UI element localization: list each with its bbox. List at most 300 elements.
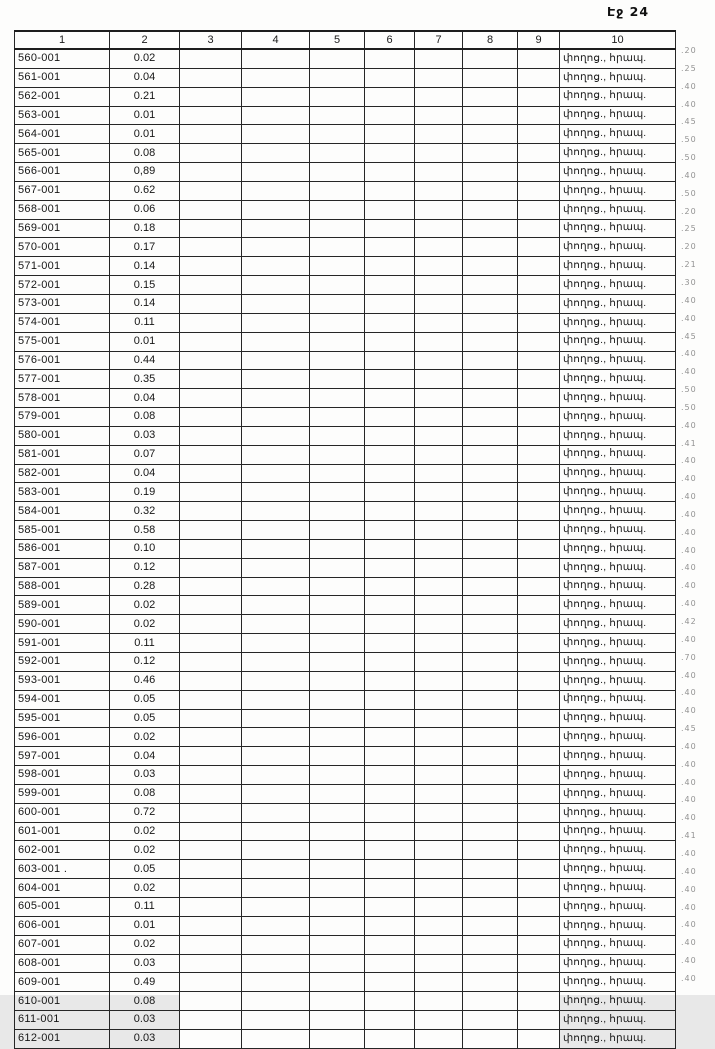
cell-empty <box>463 313 518 332</box>
cell-note: փողոց., հրապ. <box>560 445 676 464</box>
cell-empty <box>365 68 415 87</box>
cell-empty <box>365 464 415 483</box>
cell-empty <box>518 558 560 577</box>
cell-empty <box>365 332 415 351</box>
table-row <box>15 577 676 596</box>
cell-id: 583-001 <box>15 483 110 502</box>
cell-empty <box>518 728 560 747</box>
cell-empty <box>463 784 518 803</box>
cell-empty <box>180 351 242 370</box>
cell-empty <box>180 389 242 408</box>
cell-value: 0.32 <box>110 502 180 521</box>
cell-empty <box>518 596 560 615</box>
cell-empty <box>463 276 518 295</box>
cell-empty <box>518 916 560 935</box>
margin-mark: .40 <box>681 563 697 573</box>
cell-id: 568-001 <box>15 200 110 219</box>
cell-empty <box>310 294 365 313</box>
table-row <box>15 445 676 464</box>
cell-empty <box>463 332 518 351</box>
cell-empty <box>365 766 415 785</box>
cell-empty <box>463 445 518 464</box>
cell-empty <box>365 671 415 690</box>
margin-mark: .40 <box>681 920 697 930</box>
cell-empty <box>463 596 518 615</box>
cell-note: փողոց., հրապ. <box>560 897 676 916</box>
cell-empty <box>518 408 560 427</box>
cell-empty <box>365 370 415 389</box>
cell-empty <box>310 125 365 144</box>
cell-note: փողոց., հրապ. <box>560 332 676 351</box>
cell-value: 0.03 <box>110 766 180 785</box>
cell-empty <box>180 219 242 238</box>
cell-empty <box>310 841 365 860</box>
cell-empty <box>180 596 242 615</box>
cell-note: փողոց., հրապ. <box>560 294 676 313</box>
column-header: 2 <box>110 31 180 49</box>
cell-empty <box>463 219 518 238</box>
margin-mark: .40 <box>681 367 697 377</box>
cell-empty <box>365 125 415 144</box>
cell-empty <box>365 426 415 445</box>
cell-empty <box>180 276 242 295</box>
cell-id: 560-001 <box>15 49 110 68</box>
cell-empty <box>415 1011 463 1030</box>
cell-value: 0.02 <box>110 822 180 841</box>
margin-mark: .40 <box>681 545 697 555</box>
cell-note: փողոց., հրապ. <box>560 992 676 1011</box>
table-row <box>15 181 676 200</box>
cell-empty <box>415 181 463 200</box>
table-row <box>15 370 676 389</box>
cell-id: 569-001 <box>15 219 110 238</box>
cell-empty <box>365 973 415 992</box>
cell-empty <box>310 351 365 370</box>
cell-empty <box>242 841 310 860</box>
margin-mark: .30 <box>681 277 697 287</box>
cell-empty <box>365 747 415 766</box>
cell-empty <box>415 973 463 992</box>
cell-empty <box>310 992 365 1011</box>
cell-value: 0.02 <box>110 49 180 68</box>
right-margin-marks <box>681 46 713 992</box>
cell-empty <box>365 690 415 709</box>
cell-empty <box>415 125 463 144</box>
table-row <box>15 728 676 747</box>
cell-empty <box>518 653 560 672</box>
cell-empty <box>242 671 310 690</box>
margin-mark: .40 <box>681 670 697 680</box>
cell-empty <box>463 615 518 634</box>
cell-empty <box>310 634 365 653</box>
cell-note: փողոց., հրապ. <box>560 1029 676 1048</box>
table-row <box>15 784 676 803</box>
margin-mark: .20 <box>681 46 697 55</box>
cell-empty <box>180 577 242 596</box>
cell-empty <box>365 634 415 653</box>
cell-empty <box>415 106 463 125</box>
margin-mark: .70 <box>681 652 697 662</box>
table-row <box>15 483 676 502</box>
cell-empty <box>415 897 463 916</box>
cell-empty <box>242 973 310 992</box>
cell-empty <box>463 87 518 106</box>
cell-id: 589-001 <box>15 596 110 615</box>
cell-empty <box>242 879 310 898</box>
cell-empty <box>463 408 518 427</box>
cell-id: 581-001 <box>15 445 110 464</box>
cell-empty <box>365 163 415 182</box>
cell-empty <box>463 822 518 841</box>
cell-empty <box>180 897 242 916</box>
cell-empty <box>365 408 415 427</box>
cell-empty <box>180 803 242 822</box>
cell-empty <box>463 879 518 898</box>
cell-note: փողոց., հրապ. <box>560 426 676 445</box>
cell-note: փողոց., հրապ. <box>560 634 676 653</box>
cell-empty <box>463 49 518 68</box>
cell-empty <box>365 351 415 370</box>
cell-empty <box>463 389 518 408</box>
cell-empty <box>518 125 560 144</box>
cell-empty <box>415 68 463 87</box>
cell-empty <box>310 163 365 182</box>
cell-empty <box>415 483 463 502</box>
cell-value: 0.11 <box>110 313 180 332</box>
cell-empty <box>518 257 560 276</box>
cell-note: փողոց., հրապ. <box>560 181 676 200</box>
cell-empty <box>310 653 365 672</box>
cell-empty <box>310 954 365 973</box>
cell-empty <box>463 558 518 577</box>
cell-value: 0.04 <box>110 464 180 483</box>
cell-empty <box>415 200 463 219</box>
table-row <box>15 408 676 427</box>
cell-empty <box>463 860 518 879</box>
cell-value: 0.21 <box>110 87 180 106</box>
cell-empty <box>310 577 365 596</box>
cell-empty <box>310 973 365 992</box>
cell-empty <box>242 1029 310 1048</box>
table-row <box>15 822 676 841</box>
cell-empty <box>518 370 560 389</box>
cell-empty <box>242 106 310 125</box>
cell-id: 602-001 <box>15 841 110 860</box>
cell-empty <box>365 992 415 1011</box>
cell-empty <box>310 87 365 106</box>
cell-value: 0.15 <box>110 276 180 295</box>
cell-empty <box>415 521 463 540</box>
cell-empty <box>242 294 310 313</box>
cell-empty <box>310 879 365 898</box>
cell-id: 566-001 <box>15 163 110 182</box>
cell-empty <box>310 615 365 634</box>
cell-empty <box>180 728 242 747</box>
cell-id: 585-001 <box>15 521 110 540</box>
cell-note: փողոց., հրապ. <box>560 313 676 332</box>
cell-id: 575-001 <box>15 332 110 351</box>
cell-empty <box>180 125 242 144</box>
margin-mark: .50 <box>681 153 697 163</box>
table-row <box>15 709 676 728</box>
cell-empty <box>518 521 560 540</box>
cell-value: 0.01 <box>110 916 180 935</box>
cell-empty <box>310 822 365 841</box>
cell-note: փողոց., հրապ. <box>560 521 676 540</box>
cell-value: 0.01 <box>110 125 180 144</box>
cell-empty <box>310 784 365 803</box>
cell-empty <box>310 671 365 690</box>
cell-empty <box>180 144 242 163</box>
margin-mark: .40 <box>681 884 697 894</box>
cell-empty <box>365 521 415 540</box>
cell-empty <box>415 370 463 389</box>
cell-empty <box>415 238 463 257</box>
cell-empty <box>310 426 365 445</box>
table-row <box>15 992 676 1011</box>
cell-empty <box>242 596 310 615</box>
cell-note: փողոց., հրապ. <box>560 106 676 125</box>
cell-empty <box>518 935 560 954</box>
cell-value: 0.18 <box>110 219 180 238</box>
cell-empty <box>242 521 310 540</box>
cell-empty <box>180 49 242 68</box>
cell-note: փողոց., հրապ. <box>560 973 676 992</box>
cell-empty <box>518 87 560 106</box>
cell-empty <box>415 916 463 935</box>
cell-empty <box>518 841 560 860</box>
table-row <box>15 954 676 973</box>
cell-empty <box>180 879 242 898</box>
table-row <box>15 653 676 672</box>
cell-value: 0.01 <box>110 332 180 351</box>
cell-id: 610-001 <box>15 992 110 1011</box>
cell-empty <box>310 332 365 351</box>
cell-empty <box>242 992 310 1011</box>
cell-empty <box>180 954 242 973</box>
cell-value: 0.11 <box>110 634 180 653</box>
table-row <box>15 313 676 332</box>
cell-empty <box>415 389 463 408</box>
cell-note: փողոց., հրապ. <box>560 125 676 144</box>
table-row <box>15 238 676 257</box>
cell-empty <box>463 200 518 219</box>
cell-empty <box>310 521 365 540</box>
cell-empty <box>310 276 365 295</box>
cell-empty <box>518 445 560 464</box>
cell-empty <box>180 634 242 653</box>
cell-empty <box>415 709 463 728</box>
cell-value: 0.08 <box>110 992 180 1011</box>
cell-id: 567-001 <box>15 181 110 200</box>
cell-empty <box>180 332 242 351</box>
cell-empty <box>415 558 463 577</box>
cell-empty <box>310 106 365 125</box>
cell-empty <box>518 426 560 445</box>
cell-id: 601-001 <box>15 822 110 841</box>
cell-empty <box>415 408 463 427</box>
cell-empty <box>518 238 560 257</box>
cell-empty <box>463 690 518 709</box>
cell-empty <box>463 935 518 954</box>
cell-empty <box>310 219 365 238</box>
cell-note: փողոց., հրապ. <box>560 351 676 370</box>
table-row <box>15 1029 676 1048</box>
cell-empty <box>415 257 463 276</box>
cell-value: 0.17 <box>110 238 180 257</box>
cell-empty <box>518 539 560 558</box>
cell-note: փողոց., հրապ. <box>560 483 676 502</box>
margin-mark: .40 <box>681 759 697 769</box>
cell-value: 0.72 <box>110 803 180 822</box>
cell-note: փողոց., հրապ. <box>560 200 676 219</box>
cell-empty <box>518 803 560 822</box>
margin-mark: .50 <box>681 402 697 412</box>
cell-note: փողոց., հրապ. <box>560 822 676 841</box>
cell-note: փողոց., հրապ. <box>560 766 676 785</box>
cell-value: 0.46 <box>110 671 180 690</box>
table-row <box>15 935 676 954</box>
cell-empty <box>242 784 310 803</box>
column-header: 4 <box>242 31 310 49</box>
cell-id: 590-001 <box>15 615 110 634</box>
margin-mark: .50 <box>681 385 697 395</box>
cell-id: 562-001 <box>15 87 110 106</box>
cell-note: փողոց., հրապ. <box>560 954 676 973</box>
margin-mark: .40 <box>681 295 697 305</box>
cell-empty <box>365 445 415 464</box>
cell-note: փողոց., հրապ. <box>560 841 676 860</box>
cell-empty <box>242 144 310 163</box>
cell-note: փողոց., հրապ. <box>560 935 676 954</box>
cell-empty <box>310 370 365 389</box>
cell-empty <box>518 294 560 313</box>
cell-id: 572-001 <box>15 276 110 295</box>
cell-note: փողոց., հրապ. <box>560 558 676 577</box>
cell-note: փողոց., հրապ. <box>560 1011 676 1030</box>
margin-mark: .40 <box>681 527 697 537</box>
cell-empty <box>242 163 310 182</box>
cell-empty <box>518 1011 560 1030</box>
cell-empty <box>518 219 560 238</box>
cell-empty <box>180 87 242 106</box>
cell-id: 588-001 <box>15 577 110 596</box>
cell-empty <box>518 1029 560 1048</box>
table-row <box>15 68 676 87</box>
cell-note: փողոց., հրապ. <box>560 596 676 615</box>
cell-empty <box>180 426 242 445</box>
table-row <box>15 539 676 558</box>
cell-empty <box>463 464 518 483</box>
cell-empty <box>518 973 560 992</box>
table-row <box>15 879 676 898</box>
cell-empty <box>242 822 310 841</box>
cell-empty <box>415 841 463 860</box>
cell-empty <box>463 181 518 200</box>
cell-empty <box>310 690 365 709</box>
cell-empty <box>518 766 560 785</box>
cell-empty <box>518 709 560 728</box>
cell-empty <box>180 1029 242 1048</box>
cell-empty <box>365 219 415 238</box>
column-header: 8 <box>463 31 518 49</box>
cell-empty <box>242 577 310 596</box>
column-header: 9 <box>518 31 560 49</box>
cell-empty <box>242 653 310 672</box>
cell-empty <box>518 747 560 766</box>
column-header: 3 <box>180 31 242 49</box>
cell-note: փողոց., հրապ. <box>560 408 676 427</box>
table-row <box>15 276 676 295</box>
cell-empty <box>415 445 463 464</box>
cell-value: 0.14 <box>110 257 180 276</box>
cell-empty <box>365 238 415 257</box>
cell-note: փողոց., հրապ. <box>560 709 676 728</box>
cell-empty <box>180 521 242 540</box>
cell-empty <box>242 219 310 238</box>
cell-value: 0.28 <box>110 577 180 596</box>
cell-note: փողոց., հրապ. <box>560 916 676 935</box>
cell-empty <box>415 690 463 709</box>
cell-note: փողոց., հրապ. <box>560 539 676 558</box>
cell-empty <box>180 106 242 125</box>
cell-empty <box>180 615 242 634</box>
margin-mark: .25 <box>681 63 697 73</box>
cell-empty <box>310 68 365 87</box>
cell-empty <box>463 426 518 445</box>
cell-id: 579-001 <box>15 408 110 427</box>
cell-empty <box>463 163 518 182</box>
cell-empty <box>518 68 560 87</box>
table-row <box>15 615 676 634</box>
cell-empty <box>180 747 242 766</box>
cell-note: փողոց., հրապ. <box>560 728 676 747</box>
cell-value: 0.06 <box>110 200 180 219</box>
cell-empty <box>463 803 518 822</box>
cell-note: փողոց., հրապ. <box>560 577 676 596</box>
cell-value: 0.12 <box>110 653 180 672</box>
cell-empty <box>365 1029 415 1048</box>
cell-empty <box>518 634 560 653</box>
cell-note: փողոց., հրապ. <box>560 615 676 634</box>
cell-empty <box>415 747 463 766</box>
table-row <box>15 973 676 992</box>
cell-empty <box>180 313 242 332</box>
cell-empty <box>365 728 415 747</box>
cell-empty <box>310 257 365 276</box>
cell-empty <box>365 897 415 916</box>
cell-id: 595-001 <box>15 709 110 728</box>
header-row <box>15 31 676 49</box>
cell-empty <box>310 1029 365 1048</box>
cell-empty <box>518 144 560 163</box>
cell-empty <box>518 897 560 916</box>
cell-id: 571-001 <box>15 257 110 276</box>
cell-id: 587-001 <box>15 558 110 577</box>
cell-empty <box>180 238 242 257</box>
cell-empty <box>242 257 310 276</box>
cell-value: 0.04 <box>110 68 180 87</box>
cell-empty <box>415 313 463 332</box>
cell-empty <box>310 200 365 219</box>
margin-mark: .40 <box>681 634 697 644</box>
cell-empty <box>242 276 310 295</box>
cell-value: 0.05 <box>110 690 180 709</box>
table-row <box>15 163 676 182</box>
cell-empty <box>518 690 560 709</box>
table-row <box>15 860 676 879</box>
cell-empty <box>415 49 463 68</box>
